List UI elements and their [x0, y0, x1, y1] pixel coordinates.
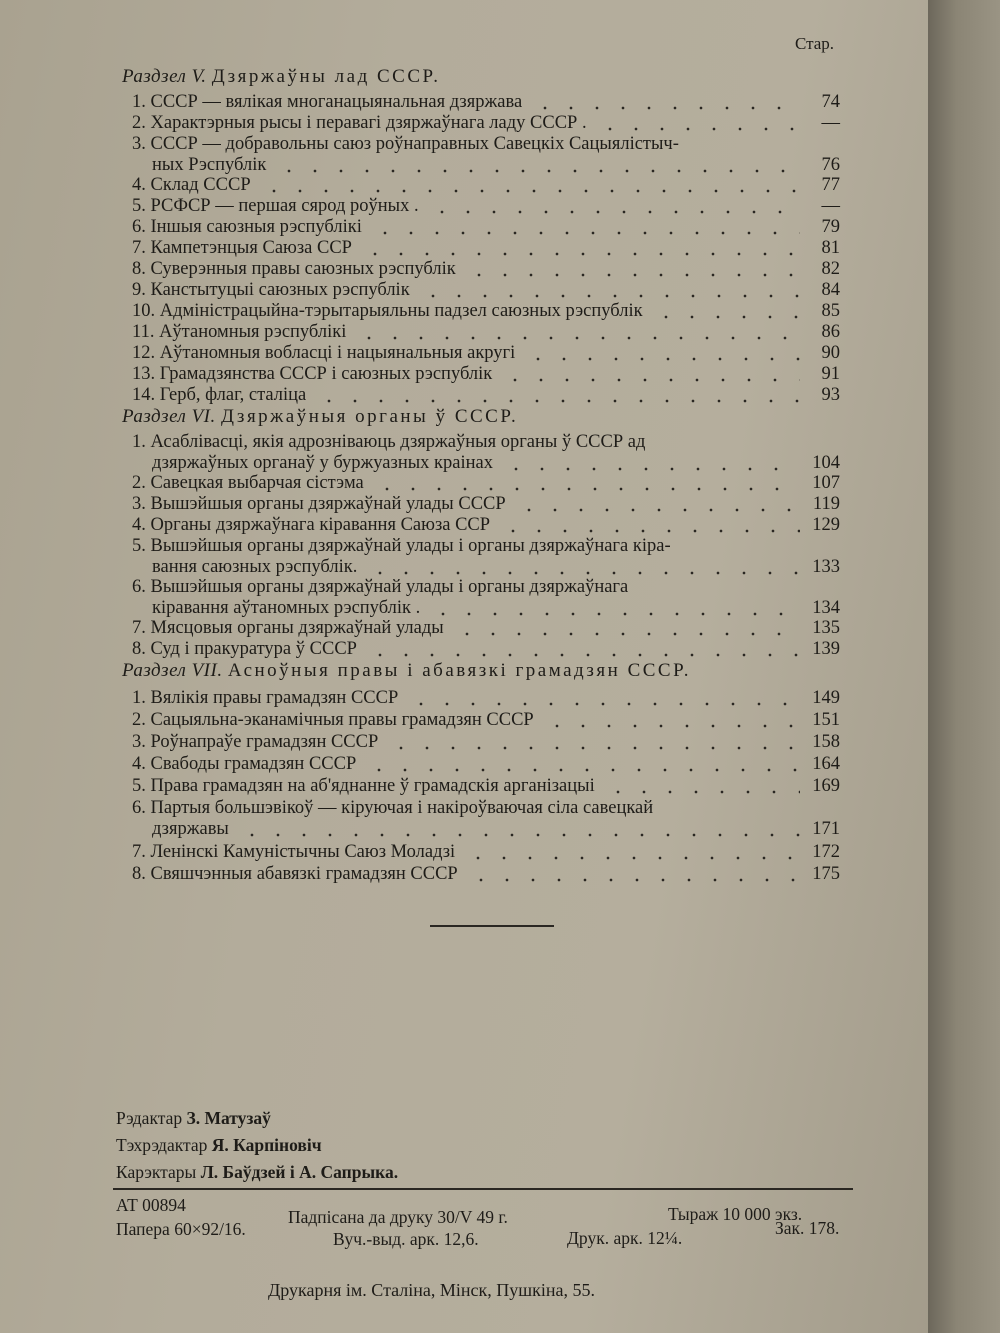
- toc-page-number: 164: [812, 754, 840, 774]
- section-label: Раздзел V.: [122, 66, 207, 87]
- credit-tech-editor: [116, 1135, 322, 1156]
- toc-page-number: 119: [812, 494, 840, 514]
- imprint-paper: Папера 60×92/16.: [116, 1219, 246, 1239]
- toc-page-number: 82: [821, 259, 840, 279]
- toc-page-number: 107: [812, 473, 840, 493]
- toc-entry-title: 6. Вышэйшыя органы дзяржаўнай улады і органы дзяржаўнага: [132, 577, 629, 597]
- toc-page-number: 81: [821, 238, 840, 258]
- credit-editor: [116, 1108, 271, 1129]
- toc-page-number: 158: [812, 732, 840, 752]
- toc-entry-title: 10. Адміністрацыйна-тэрытарыяльны падзел саюзных рэспублік: [132, 301, 643, 321]
- toc-entry-title: 7. Ленінскі Камуністычны Саюз Моладзі: [132, 842, 456, 862]
- toc-page-number: 76: [821, 155, 840, 175]
- toc-page-number: 169: [812, 776, 840, 796]
- page-edge: [928, 0, 1000, 1333]
- section-heading: [122, 406, 518, 428]
- imprint-print-sheets: Друк. арк. 12¼.: [567, 1228, 683, 1248]
- imprint-circulation: Тыраж 10 000 экз.: [668, 1204, 803, 1224]
- toc-entry: [132, 577, 840, 618]
- credit-name: Я. Карпіновіч: [211, 1135, 322, 1155]
- dot-leader: [356, 336, 800, 340]
- dot-leader: [516, 508, 800, 512]
- toc-page-number: 129: [812, 515, 840, 535]
- dot-leader: [367, 571, 800, 575]
- toc-page-number: 151: [812, 710, 840, 730]
- toc-entry: [132, 536, 840, 577]
- toc-entry-title: 8. Свяшчэнныя абавязкі грамадзян СССР: [132, 864, 458, 884]
- toc-entry: [132, 798, 840, 839]
- toc-page-number: 172: [812, 842, 840, 862]
- toc-entry-title: 11. Аўтаномныя рэспублікі: [132, 322, 347, 342]
- toc-entry-title: 2. Характэрныя рысы і перавагі дзяржаўнага ладу СССР .: [132, 113, 587, 133]
- toc-entry-continuation: дзяржаўных органаў у буржуазных краінах: [152, 453, 493, 473]
- toc-entry-title: 7. Мясцовыя органы дзяржаўнай улады: [132, 618, 444, 638]
- toc-entry: [132, 864, 840, 888]
- toc-entry-title: 13. Грамадзянства СССР і саюзных рэспублік: [132, 364, 493, 384]
- toc-page-number: 85: [821, 301, 840, 321]
- section-heading: [122, 660, 691, 682]
- imprint-code: АТ 00894: [116, 1195, 186, 1215]
- toc-entry: [132, 732, 840, 756]
- toc-entry-continuation: ных Рэспублік: [152, 155, 267, 175]
- toc-page-number: 139: [812, 639, 840, 659]
- toc-entry-title: 8. Суверэнныя правы саюзных рэспублік: [132, 259, 456, 279]
- toc-entry-title: 3. Роўнапраўе грамадзян СССР: [132, 732, 379, 752]
- toc-page-number: 91: [821, 364, 840, 384]
- section-title: Асноўныя правы і абавязкі грамадзян СССР.: [227, 660, 692, 681]
- dot-leader: [605, 790, 800, 794]
- toc-page-number: 133: [812, 557, 840, 577]
- divider-rule: [430, 925, 554, 927]
- imprint-signed: Падпісана да друку 30/V 49 г.: [288, 1207, 508, 1227]
- toc-entry-title: 12. Аўтаномныя вобласці і нацыянальныя акругі: [132, 343, 516, 363]
- dot-leader: [239, 833, 800, 837]
- toc-page-number: —: [821, 196, 840, 216]
- dot-leader: [532, 106, 800, 110]
- toc-page-number: 77: [821, 175, 840, 195]
- page-column-label: Стар.: [795, 34, 835, 53]
- toc-entry-title: 3. Вышэйшыя органы дзяржаўнай улады СССР: [132, 494, 506, 514]
- dot-leader: [372, 231, 800, 235]
- dot-leader: [429, 210, 800, 214]
- toc-entry-title: 2. Савецкая выбарчая сістэма: [132, 473, 364, 493]
- credit-role: Рэдактар: [116, 1108, 183, 1128]
- toc-entry-title: 8. Суд і пракуратура ў СССР: [132, 639, 357, 659]
- toc-entry: [132, 776, 840, 800]
- toc-entry-title: 4. Склад СССР: [132, 175, 251, 195]
- toc-page-number: 86: [821, 322, 840, 342]
- credit-name: Л. Баўдзей і А. Сапрыка.: [200, 1162, 399, 1182]
- imprint-order: Зак. 178.: [775, 1218, 840, 1238]
- toc-entry-title: 5. РСФСР — першая сярод роўных .: [132, 196, 419, 216]
- dot-leader: [366, 768, 800, 772]
- toc-page-number: 149: [812, 688, 840, 708]
- toc-page-number: 93: [821, 385, 840, 405]
- toc-page-number: 84: [821, 280, 840, 300]
- toc-entry-title: 14. Герб, флаг, сталіца: [132, 385, 307, 405]
- toc-entry: [132, 842, 840, 866]
- toc-entry: [132, 432, 840, 473]
- toc-entry-title: 4. Свабоды грамадзян СССР: [132, 754, 357, 774]
- toc-entry-title: 3. СССР — добравольны саюз роўнаправных Савецкіх Сацыялістыч-: [132, 134, 679, 154]
- toc-entry-title: 4. Органы дзяржаўнага кіравання Саюза ССР: [132, 515, 491, 535]
- dot-leader: [466, 273, 800, 277]
- section-heading: [122, 66, 440, 88]
- dot-leader: [468, 878, 800, 882]
- toc-page-number: 175: [812, 864, 840, 884]
- toc-page-number: 74: [821, 92, 840, 112]
- dot-leader: [388, 746, 800, 750]
- printer-line: Друкарня ім. Сталіна, Мінск, Пушкіна, 55.: [268, 1280, 596, 1300]
- toc-entry-title: 5. Вышэйшыя органы дзяржаўнай улады і органы дзяржаўнага кіра-: [132, 536, 671, 556]
- toc-entry: [132, 134, 840, 175]
- dot-leader: [362, 252, 800, 256]
- dot-leader: [454, 632, 800, 636]
- toc-entry: [132, 688, 840, 712]
- dot-leader: [525, 357, 800, 361]
- toc-page-number: 90: [821, 343, 840, 363]
- toc-entry-title: 6. Іншыя саюзныя рэспублікі: [132, 217, 362, 237]
- credit-role: Тэхрэдактар: [116, 1135, 208, 1155]
- section-title: Дзяржаўныя органы ў СССР.: [221, 406, 519, 427]
- dot-leader: [261, 189, 800, 193]
- toc-entry-title: 9. Канстытуцыі саюзных рэспублік: [132, 280, 410, 300]
- dot-leader: [544, 724, 800, 728]
- dot-leader: [653, 315, 800, 319]
- section-title: Дзяржаўны лад СССР.: [211, 66, 441, 87]
- toc-entry-title: 7. Кампетэнцыя Саюза ССР: [132, 238, 352, 258]
- toc-entry-continuation: вання саюзных рэспублік.: [152, 557, 358, 577]
- toc-page-number: 171: [812, 819, 840, 839]
- toc-page-number: 79: [821, 217, 840, 237]
- toc-entry: [132, 710, 840, 734]
- toc-entry-continuation: кіравання аўтаномных рэспублік .: [152, 598, 421, 618]
- imprint-edition-sheets: Вуч.-выд. арк. 12,6.: [333, 1229, 479, 1249]
- dot-leader: [316, 399, 800, 403]
- dot-leader: [276, 169, 800, 173]
- dot-leader: [408, 702, 800, 706]
- dot-leader: [430, 612, 800, 616]
- dot-leader: [420, 294, 800, 298]
- dot-leader: [500, 529, 800, 533]
- dot-leader: [374, 487, 800, 491]
- toc-entry: [132, 754, 840, 778]
- credit-role: Карэктары: [116, 1162, 197, 1182]
- toc-page-number: 134: [812, 598, 840, 618]
- toc-entry-title: 6. Партыя большэвікоў — кіруючая і накіроўваючая сіла савецкай: [132, 798, 654, 818]
- toc-entry-continuation: дзяржавы: [152, 819, 229, 839]
- toc-page-number: 135: [812, 618, 840, 638]
- credit-name: З. Матузаў: [186, 1108, 271, 1128]
- section-label: Раздзел VII.: [122, 660, 223, 681]
- section-label: Раздзел VI.: [122, 406, 216, 427]
- toc-entry-title: 2. Сацыяльна-эканамічныя правы грамадзян СССР: [132, 710, 534, 730]
- toc-entry-title: 1. СССР — вялікая многанацыянальная дзяржава: [132, 92, 523, 112]
- dot-leader: [597, 127, 800, 131]
- toc-page-number: 104: [812, 453, 840, 473]
- imprint-divider: [113, 1188, 853, 1190]
- toc-entry-title: 1. Вялікія правы грамадзян СССР: [132, 688, 399, 708]
- credit-proofreaders: [116, 1162, 398, 1183]
- toc-entry-title: 5. Права грамадзян на аб'яднанне ў грамадскія арганізацыі: [132, 776, 595, 796]
- dot-leader: [367, 653, 800, 657]
- toc-page-number: —: [821, 113, 840, 133]
- dot-leader: [503, 467, 800, 471]
- dot-leader: [465, 856, 800, 860]
- dot-leader: [502, 378, 800, 382]
- toc-entry-title: 1. Асаблівасці, якія адрозніваюць дзяржаўныя органы ў СССР ад: [132, 432, 646, 452]
